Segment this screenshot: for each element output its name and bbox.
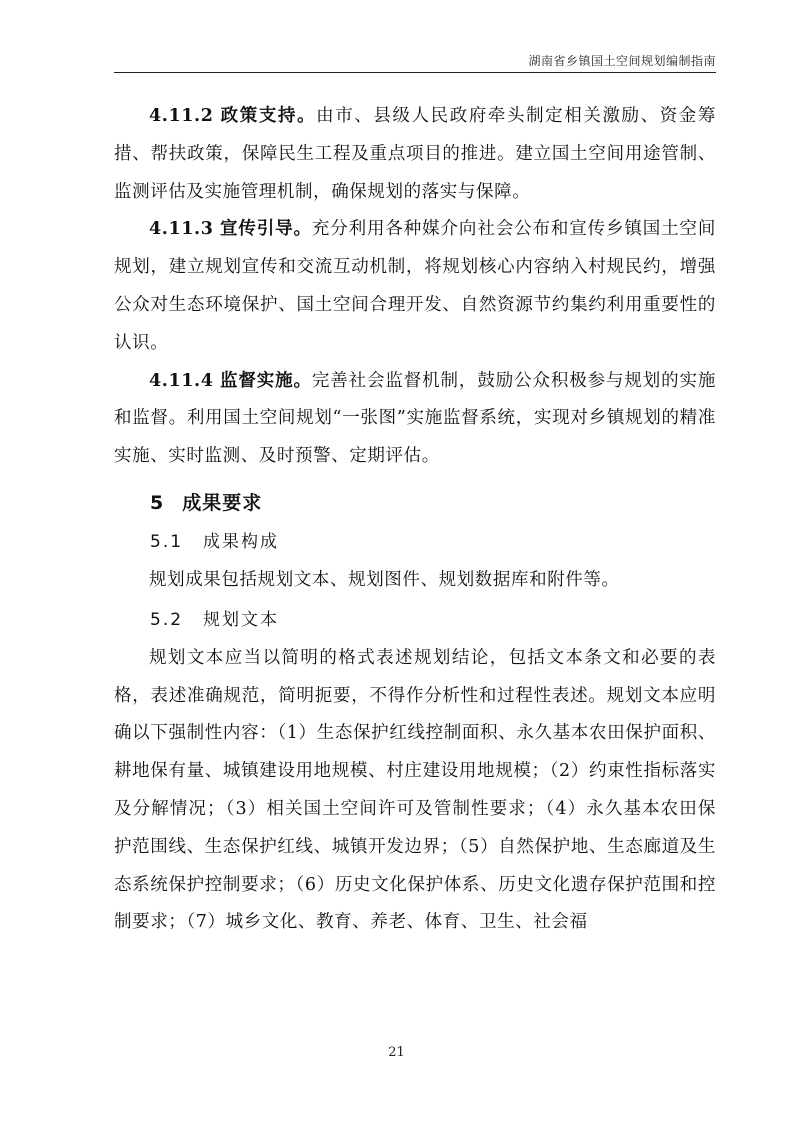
paragraph-5-2: 规划文本应当以简明的格式表述规划结论，包括文本条文和必要的表格，表述准确规范，简明扼要，不得作分析性和过程性表述。规划文本应明确以下强制性内容：（1）生态保护红线控制面积、永久基本农田保护面积、耕地保有量、城镇建设用地规模、村庄建设用地规模；（2）约束性指标落实及分解情况；（3）相关国土空间许可及管制性要求；（4）永久基本农田保护范围线、生态保护红线、城镇开发边界；（5）自然保护地、生态廊道及生态系统保护控制要求；（6）历史文化保护体系、历史文化遗存保护范围和控制要求；（7）城乡文化、教育、养老、体育、卫生、社会福 bbox=[114, 647, 716, 933]
section-text: 由市、县级人民政府牵头制定相关激励、资金筹措、帮扶政策，保障民生工程及重点项目的推进。建立国土空间用途管制、监测评估及实施管理机制，确保规划的落实与保障。 bbox=[114, 106, 716, 202]
section-text: 充分利用各种媒介向社会公布和宣传乡镇国土空间规划，建立规划宣传和交流互动机制，将规划核心内容纳入村规民约，增强公众对生态环境保护、国土空间合理开发、自然资源节约集约利用重要性的认识。 bbox=[114, 219, 717, 353]
section-heading-number: 5.1 bbox=[150, 531, 184, 552]
section-text: 完善社会监督机制，鼓励公众积极参与规划的实施和监督。利用国土空间规划“一张图”实施监督系统，实现对乡镇规划的精准实施、实时监测、及时预警、定期评估。 bbox=[114, 370, 717, 467]
section-number: 4.11.3 bbox=[149, 219, 214, 240]
page-body bbox=[114, 98, 716, 942]
chapter-heading bbox=[114, 484, 716, 522]
section-heading-title: 规划文本 bbox=[203, 609, 280, 630]
section-heading-number: 5.2 bbox=[150, 609, 184, 630]
header-rule bbox=[114, 72, 716, 73]
section-heading-title: 成果构成 bbox=[203, 531, 280, 552]
paragraph-4-11-4 bbox=[114, 363, 716, 476]
chapter-title: 成果要求 bbox=[182, 491, 263, 514]
chapter-number: 5 bbox=[150, 491, 165, 514]
section-title: 监督实施。 bbox=[219, 370, 312, 391]
paragraph-5-1: 规划成果包括规划文本、规划图件、规划数据库和附件等。 bbox=[149, 569, 620, 590]
paragraph-4-11-2 bbox=[114, 98, 716, 211]
section-number: 4.11.4 bbox=[149, 370, 214, 391]
section-number: 4.11.2 bbox=[149, 106, 214, 126]
section-heading-5-1 bbox=[114, 522, 716, 562]
section-title: 政策支持。 bbox=[220, 106, 317, 126]
section-heading-5-2 bbox=[114, 600, 716, 640]
section-title: 宣传引导。 bbox=[219, 219, 312, 240]
page-number: 21 bbox=[388, 1045, 405, 1060]
paragraph-4-11-3 bbox=[114, 211, 716, 362]
running-header-title: 湖南省乡镇国土空间规划编制指南 bbox=[528, 54, 716, 68]
